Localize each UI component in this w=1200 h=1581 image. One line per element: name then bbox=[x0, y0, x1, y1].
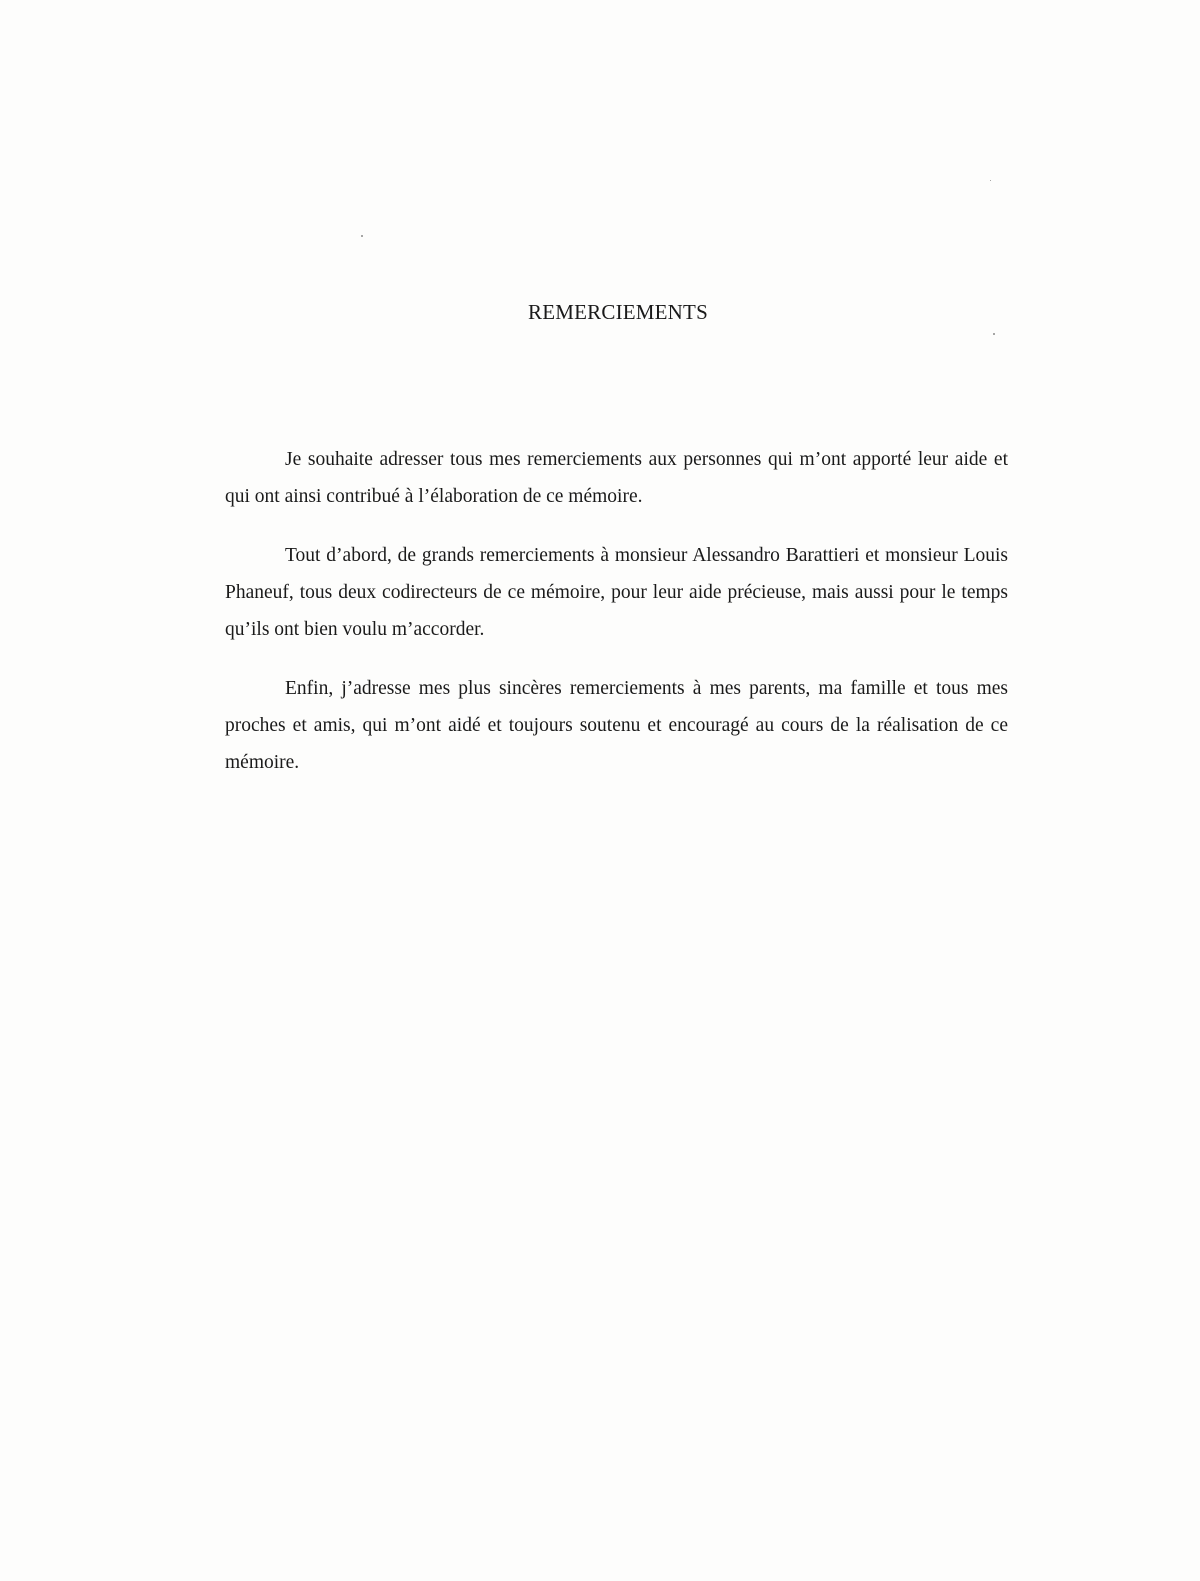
acknowledgements-body bbox=[225, 441, 1008, 803]
paragraph-intro: Je souhaite adresser tous mes remerciements aux personnes qui m’ont apporté leur aide et qui ont ainsi contribué à l’élaboration de ce mémoire. bbox=[225, 449, 1008, 507]
paragraph-family: Enfin, j’adresse mes plus sincères remerciements à mes parents, ma famille et tous mes proches et amis, qui m’ont aidé et toujours soutenu et encouragé au cours de la réalisation de ce mémoire. bbox=[225, 678, 1008, 773]
scan-speck bbox=[361, 235, 363, 237]
scan-speck bbox=[993, 333, 995, 335]
scan-speck bbox=[990, 180, 991, 181]
paragraph-supervisors: Tout d’abord, de grands remerciements à monsieur Alessandro Barattieri et monsieur Louis Phaneuf, tous deux codirecteurs de ce mémoire, pour leur aide précieuse, mais aussi pour le temps qu’ils ont bien voulu m’accorder. bbox=[225, 545, 1008, 640]
page-title: REMERCIEMENTS bbox=[528, 300, 708, 324]
